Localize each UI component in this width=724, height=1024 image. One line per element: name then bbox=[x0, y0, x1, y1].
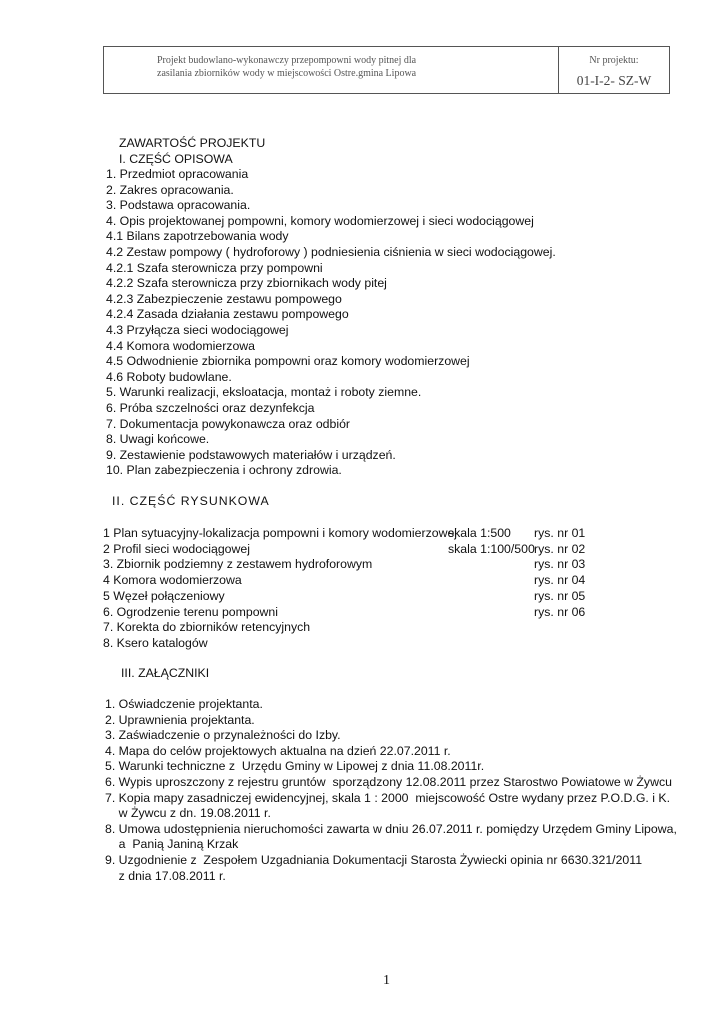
project-title bbox=[104, 47, 559, 93]
page-number: 1 bbox=[383, 973, 390, 988]
drawing-number: rys. nr 02 bbox=[534, 541, 586, 556]
part1-item: 4. Opis projektowanej pompowni, komory wodomierzowej i sieci wodociągowej bbox=[106, 213, 534, 228]
drawing-scale: skala 1:500 bbox=[448, 526, 511, 540]
drawing-number: rys. nr 04 bbox=[534, 573, 586, 588]
part1-item: 4.2.2 Szafa sterownicza przy zbiornikach wody pitej bbox=[106, 276, 387, 291]
drawing-number: rys. nr 01 bbox=[534, 526, 586, 540]
part1-item: 7. Dokumentacja powykonawcza oraz odbiór bbox=[106, 416, 351, 431]
attachment-item: 1. Oświadczenie projektanta. bbox=[105, 697, 263, 711]
drawing-number: rys. nr 06 bbox=[534, 604, 586, 619]
attachment-item: 4. Mapa do celów projektowych aktualna na dzień 22.07.2011 r. bbox=[105, 743, 451, 758]
part1-item: 4.2 Zestaw pompowy ( hydroforowy ) podniesienia ciśnienia w sieci wodociągowej. bbox=[106, 245, 556, 259]
drawing-name: 4 Komora wodomierzowa bbox=[103, 573, 242, 588]
drawing-row bbox=[103, 526, 603, 541]
part1-item: 4.1 Bilans zapotrzebowania wody bbox=[106, 229, 289, 244]
part3-title: III. ZAŁĄCZNIKI bbox=[121, 666, 210, 680]
drawing-name: 7. Korekta do zbiorników retencyjnych bbox=[103, 620, 311, 635]
part1-item: 9. Zestawienie podstawowych materiałów i urządzeń. bbox=[106, 447, 396, 462]
project-title-line2: zasilania zbiorników wody w miejscowości Ostre.gmina Lipowa bbox=[157, 68, 417, 79]
part1-item: 3. Podstawa opracowania. bbox=[106, 198, 251, 213]
part1-item: 4.6 Roboty budowlane. bbox=[106, 369, 232, 384]
drawing-name: 6. Ogrodzenie terenu pompowni bbox=[103, 604, 278, 619]
part1-item: 4.3 Przyłącza sieci wodociągowej bbox=[106, 323, 289, 337]
attachment-item: 2. Uprawnienia projektanta. bbox=[105, 712, 255, 727]
drawing-name: 3. Zbiornik podziemny z zestawem hydroforowym bbox=[103, 557, 373, 572]
drawing-row bbox=[103, 557, 603, 572]
project-number-value: 01-I-2- SZ-W bbox=[576, 73, 652, 88]
drawing-row bbox=[103, 636, 603, 651]
part1-item: 5. Warunki realizacji, eksloatacja, montaż i roboty ziemne. bbox=[106, 385, 422, 400]
attachment-item: 5. Warunki techniczne z Urzędu Gminy w Lipowej z dnia 11.08.2011r. bbox=[105, 759, 485, 774]
attachment-item: 7. Kopia mapy zasadniczej ewidencyjnej, skala 1 : 2000 miejscowość Ostre wydany przez P.O.D.G. i K. bbox=[105, 790, 671, 805]
drawing-name: 8. Ksero katalogów bbox=[103, 635, 208, 650]
attachment-item: 6. Wypis uproszczony z rejestru gruntów sporządzony 12.08.2011 przez Starostwo Powiatowe w Żywcu bbox=[105, 775, 672, 789]
drawing-row bbox=[103, 542, 603, 557]
part1-item: 4.2.1 Szafa sterownicza przy pompowni bbox=[106, 260, 323, 275]
part1-item: 2. Zakres opracowania. bbox=[106, 182, 234, 197]
attachment-item: z dnia 17.08.2011 r. bbox=[105, 868, 226, 883]
header-box bbox=[103, 46, 670, 94]
part2-title: II. CZĘŚĆ RYSUNKOWA bbox=[112, 494, 270, 508]
project-number-label: Nr projektu: bbox=[589, 55, 639, 66]
part1-item: 10. Plan zabezpieczenia i ochrony zdrowia. bbox=[106, 463, 342, 478]
drawing-row bbox=[103, 605, 603, 620]
part1-item: 4.4 Komora wodomierzowa bbox=[106, 338, 255, 353]
project-number-box bbox=[559, 47, 669, 93]
part1-item: 6. Próba szczelności oraz dezynfekcja bbox=[106, 401, 315, 415]
drawing-name: 1 Plan sytuacyjny-lokalizacja pompowni i komory wodomierzowej bbox=[103, 526, 458, 540]
part1-item: 1. Przedmiot opracowania bbox=[106, 167, 249, 181]
drawing-row bbox=[103, 573, 603, 588]
drawing-name: 5 Węzeł połączeniowy bbox=[103, 588, 225, 603]
drawing-row bbox=[103, 589, 603, 604]
attachment-item: 9. Uzgodnienie z Zespołem Uzgadniania Dokumentacji Starosta Żywiecki opinia nr 6630.321/2011 bbox=[105, 853, 643, 867]
part1-title: I. CZĘŚĆ OPISOWA bbox=[119, 152, 233, 166]
part1-item: 4.2.3 Zabezpieczenie zestawu pompowego bbox=[106, 291, 342, 306]
attachment-item: 8. Umowa udostępnienia nieruchomości zawarta w dniu 26.07.2011 r. pomiędzy Urzędem Gminy Lipowa, bbox=[105, 821, 677, 836]
drawing-scale: skala 1:100/500 bbox=[448, 541, 535, 556]
attachment-item: 3. Zaświadczenie o przynależności do Izby. bbox=[105, 728, 341, 743]
part1-item: 8. Uwagi końcowe. bbox=[106, 432, 210, 447]
project-title-line1: Projekt budowlano-wykonawczy przepompowni wody pitnej dla bbox=[157, 55, 417, 66]
toc-title: ZAWARTOŚĆ PROJEKTU bbox=[119, 136, 266, 150]
part1-item: 4.2.4 Zasada działania zestawu pompowego bbox=[106, 307, 349, 322]
drawing-number: rys. nr 05 bbox=[534, 588, 586, 603]
drawing-number: rys. nr 03 bbox=[534, 557, 586, 572]
attachment-item: w Żywcu z dn. 19.08.2011 r. bbox=[105, 806, 271, 821]
attachment-item: a Panią Janiną Krzak bbox=[105, 837, 239, 852]
part1-item: 4.5 Odwodnienie zbiornika pompowni oraz komory wodomierzowej bbox=[106, 354, 470, 369]
drawing-name: 2 Profil sieci wodociągowej bbox=[103, 541, 250, 556]
drawing-row bbox=[103, 620, 603, 635]
